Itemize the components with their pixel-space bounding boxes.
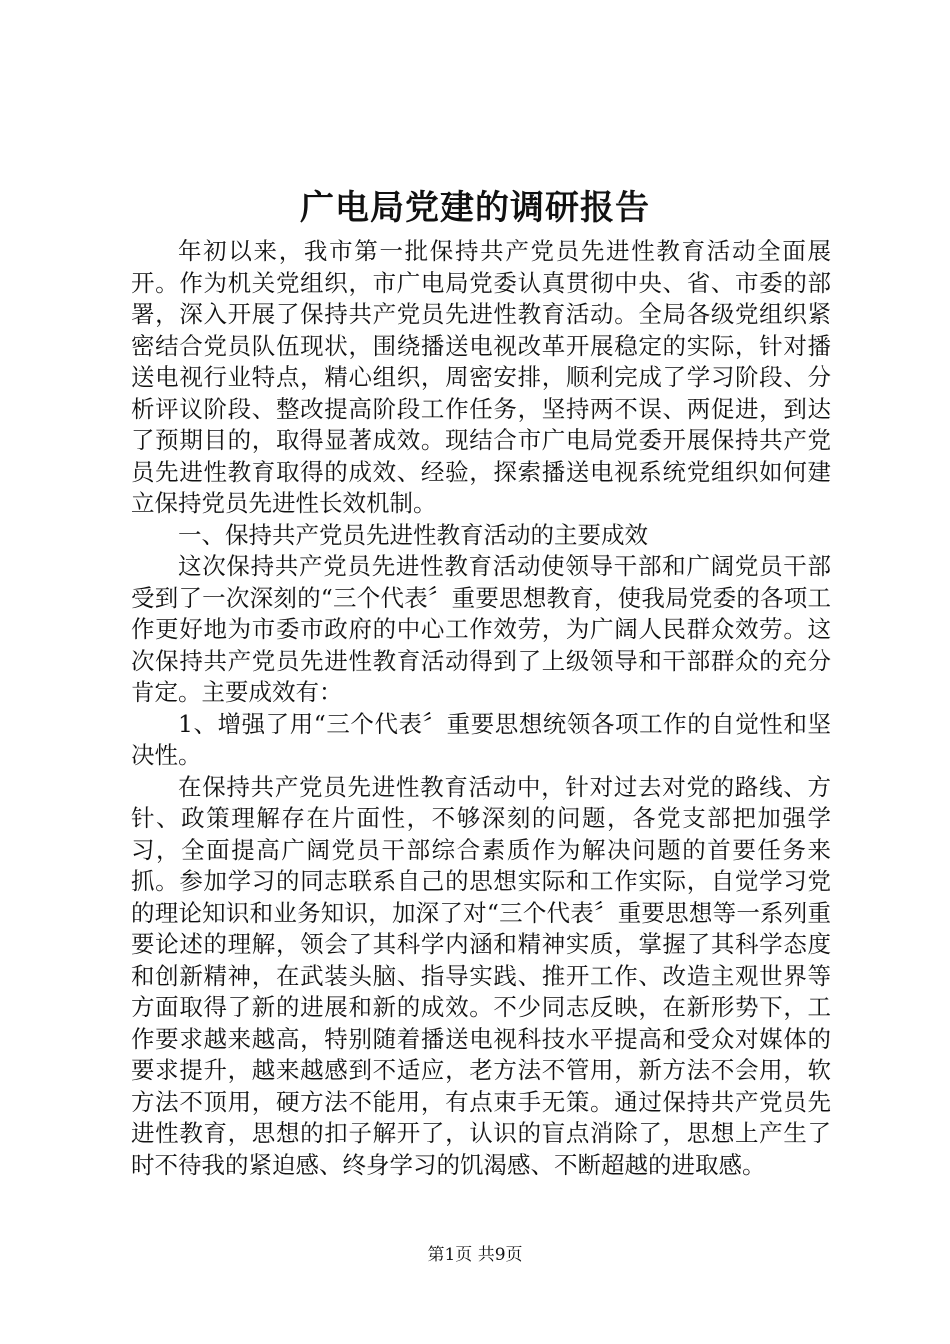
paragraph-intro: 年初以来，我市第一批保持共产党员先进性教育活动全面展开。作为机关党组织，市广电局党委认真贯彻中央、省、市委的部署，深入开展了保持共产党员先进性教育活动。全局各级党组织紧密结合党员队伍现状，围绕播送电视改革开展稳定的实际，针对播送电视行业特点，精心组织，周密安排，顺利完成了学习阶段、分析评议阶段、整改提高阶段工作任务，坚持两不误、两促进，到达了预期目的，取得显著成效。现结合市广电局党委开展保持共产党员先进性教育取得的成效、经验，探索播送电视系统党组织如何建立保持党员先进性长效机制。 [131,237,831,517]
document-title: 广电局党建的调研报告 [300,188,650,228]
section-heading-1: 一、保持共产党员先进性教育活动的主要成效 [178,520,648,549]
paragraph-study: 在保持共产党员先进性教育活动中，针对过去对党的路线、方针、政策理解存在片面性，不够深刻的问题，各党支部把加强学习，全面提高广阔党员干部综合素质作为解决问题的首要任务来抓。参加学习的同志联系自己的思想实际和工作实际，自觉学习党的理论知识和业务知识，加深了对“三个代表〞重要思想等一系列重要论述的理解，领会了其科学内涵和精神实质，掌握了其科学态度和创新精神，在武装头脑、指导实践、推开工作、改造主观世界等方面取得了新的进展和新的成效。不少同志反映，在新形势下，工作要求越来越高，特别随着播送电视科技水平提高和受众对媒体的要求提升，越来越感到不适应，老方法不管用，新方法不会用，软方法不顶用，硬方法不能用，有点束手无策。通过保持共产党员先进性教育，思想的扣子解开了，认识的盲点消除了，思想上产生了时不待我的紧迫感、终身学习的饥渴感、不断超越的进取感。 [131,772,831,1179]
document-body [131,236,831,1181]
page-footer: 第1页 共9页 [427,1245,523,1265]
subheading-1: 1、增强了用“三个代表〞重要思想统领各项工作的自觉性和坚决性。 [131,709,831,769]
paragraph-achievements: 这次保持共产党员先进性教育活动使领导干部和广阔党员干部受到了一次深刻的“三个代表〞重要思想教育，使我局党委的各项工作更好地为市委市政府的中心工作效劳，为广阔人民群众效劳。这次保持共产党员先进性教育活动得到了上级领导和干部群众的充分肯定。主要成效有： [131,552,831,706]
